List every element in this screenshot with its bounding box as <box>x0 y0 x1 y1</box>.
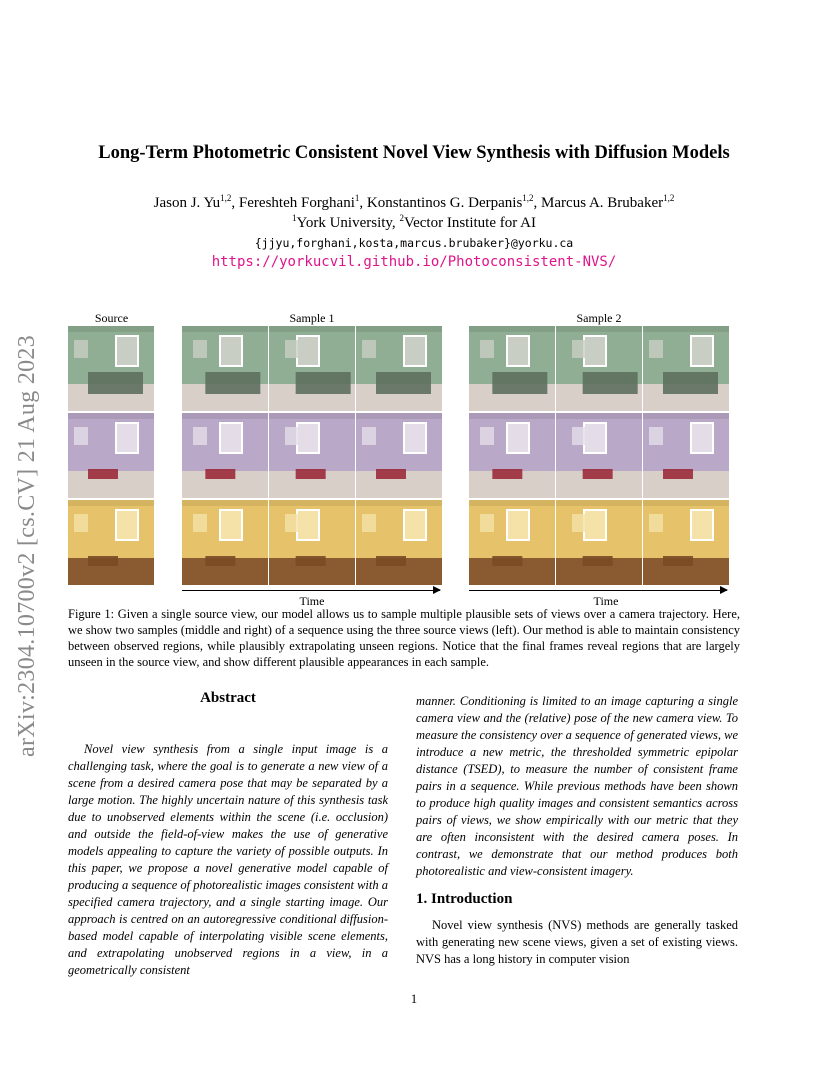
author-affiliation-mark: 1,2 <box>220 193 232 203</box>
introduction-text: Novel view synthesis (NVS) methods are generally tasked with generating new scene views, given a set of existing views. NVS has a long history in computer vision <box>416 918 738 966</box>
scene-view-image <box>356 326 442 411</box>
scene-view-image <box>643 500 729 585</box>
scene-view-image <box>269 500 355 585</box>
scene-view-image <box>556 326 642 411</box>
scene-view-image <box>469 500 555 585</box>
author-affiliation-mark: 1 <box>354 193 360 203</box>
page-number: 1 <box>410 992 418 1006</box>
scene-view-image <box>68 413 154 498</box>
scene-view-image <box>356 413 442 498</box>
time-arrow-sample2 <box>469 590 727 591</box>
affiliation-mark: 2 <box>399 213 404 223</box>
author-affiliation-mark: 1,2 <box>522 193 534 203</box>
scene-view-image <box>269 326 355 411</box>
scene-view-image <box>356 500 442 585</box>
author-name: Jason J. Yu <box>153 195 221 211</box>
time-arrow-sample1 <box>182 590 440 591</box>
scene-view-image <box>269 413 355 498</box>
abstract-text-left: Novel view synthesis from a single input image is a challenging task, where the goal is to generate a new view of a scene from a desired camera pose that may be separated by a large motion. The highly uncertain nature of this synthesis task due to unobserved elements within the scene (i.e. occlusion) and outside the field-of-view makes the use of generative models appealing to capture the variety of possible outputs. In this paper, we propose a novel generative model capable of producing a sequence of photorealistic images consistent with a specified camera trajectory, and a single starting image. Our approach is centred on an autoregressive conditional diffusion-based model capable of interpolating visible scene elements, and extrapolating unobserved regions in a view, in a geometrically consistent <box>68 742 388 977</box>
time-label-sample1: Time <box>299 594 325 608</box>
scene-view-image <box>556 500 642 585</box>
author-name: Marcus A. Brubaker <box>541 195 664 211</box>
scene-view-image <box>182 326 268 411</box>
scene-view-image <box>469 326 555 411</box>
project-link[interactable]: https://yorkucvil.github.io/Photoconsistent-NVS/ <box>211 254 617 270</box>
figure-caption: Figure 1: Given a single source view, our model allows us to sample multiple plausible sets of views over a camera trajectory. Here, we show two samples (middle and right) of a sequence using the three source views (left). Our method is able to maintain consistency between observed regions, while plausibly extrapolating unseen regions. Notice that the final frames reveal regions that are largely unseen in the source view, and show different plausible appearances in each sample. <box>68 607 740 669</box>
figure-label-source: Source <box>94 311 129 325</box>
scene-view-image <box>643 326 729 411</box>
author-name: Konstantinos G. Derpanis <box>366 195 523 211</box>
author-name: Fereshteh Forghani <box>238 195 355 211</box>
scene-view-image <box>182 413 268 498</box>
scene-view-image <box>68 500 154 585</box>
abstract-heading: Abstract <box>200 690 256 706</box>
scene-view-image <box>643 413 729 498</box>
affiliations <box>0 213 828 232</box>
section-heading-introduction: 1. Introduction <box>416 891 513 907</box>
scene-view-image <box>182 500 268 585</box>
scene-view-image <box>68 326 154 411</box>
affiliation-name: Vector Institute for AI <box>403 215 536 231</box>
paper-title: Long-Term Photometric Consistent Novel View Synthesis with Diffusion Models <box>98 143 730 163</box>
author-emails: {jjyu,forghani,kosta,marcus.brubaker}@yorku.ca <box>254 236 574 250</box>
scene-view-image <box>469 413 555 498</box>
time-label-sample2: Time <box>593 594 619 608</box>
author-list: Jason J. Yu$^{1,2}$, Fereshteh Forghani$^1$, Konstantinos G. Derpanis$^{1,2}$, Marcus A. Brubaker$^{1,2}$ <box>153 193 675 211</box>
abstract-text-right: manner. Conditioning is limited to an image capturing a single camera view and the (relative) pose of the new camera view. To measure the consistency over a sequence of generated views, we introduce a new metric, the thresholded symmetric epipolar distance (TSED), to measure the number of consistent frame pairs in a sequence. While previous methods have been shown to produce high quality images and consistent semantics across pairs of views, we show empirically with our metric that they are often inconsistent with the desired camera poses. In contrast, we demonstrate that our method produces both photorealistic and view-consistent imagery. <box>416 694 738 878</box>
figure-label-sample1: Sample 1 <box>289 311 335 325</box>
affiliation-name: York University, <box>296 215 400 231</box>
scene-view-image <box>556 413 642 498</box>
author-affiliation-mark: 1,2 <box>663 193 675 203</box>
affiliation-mark: 1 <box>292 213 297 223</box>
arxiv-stamp: arXiv:2304.10700v2 [cs.CV] 21 Aug 2023 <box>14 334 40 757</box>
figure-label-sample2: Sample 2 <box>576 311 622 325</box>
